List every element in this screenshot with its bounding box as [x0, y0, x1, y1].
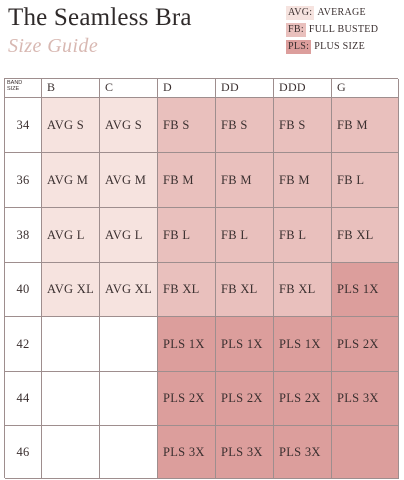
band-size-cell: 38	[5, 208, 42, 263]
size-cell: PLS 3X	[274, 426, 332, 479]
size-cell: PLS 2X	[158, 372, 216, 426]
size-cell	[332, 426, 399, 479]
size-cell: AVG M	[100, 153, 158, 208]
size-cell: FB XL	[332, 208, 399, 263]
size-cell: AVG L	[100, 208, 158, 263]
size-cell: AVG M	[42, 153, 100, 208]
size-table	[4, 78, 398, 478]
size-cell: AVG XL	[42, 263, 100, 317]
size-cell: FB M	[216, 153, 274, 208]
size-cell: PLS 2X	[274, 372, 332, 426]
size-cell: FB S	[274, 98, 332, 153]
size-cell: PLS 1X	[274, 317, 332, 372]
size-cell: FB S	[216, 98, 274, 153]
size-cell	[100, 426, 158, 479]
legend-label-full-busted: FULL BUSTED	[308, 24, 379, 35]
size-cell: AVG S	[100, 98, 158, 153]
size-cell	[42, 317, 100, 372]
size-cell: PLS 1X	[216, 317, 274, 372]
legend-item-full-busted	[286, 21, 402, 38]
size-cell	[100, 317, 158, 372]
band-header-line-1: BAND	[7, 80, 23, 86]
size-cell: FB XL	[274, 263, 332, 317]
size-cell: AVG S	[42, 98, 100, 153]
legend	[286, 4, 402, 55]
size-cell	[100, 372, 158, 426]
cup-header-dd: DD	[216, 79, 274, 98]
size-cell: AVG L	[42, 208, 100, 263]
legend-key-avg: AVG:	[288, 6, 313, 18]
size-cell	[42, 426, 100, 479]
band-size-cell: 34	[5, 98, 42, 153]
size-cell: FB L	[274, 208, 332, 263]
legend-label-plus-size: PLUS SIZE	[314, 41, 365, 52]
legend-key-fb: FB:	[288, 23, 304, 35]
size-cell: FB M	[274, 153, 332, 208]
band-size-cell: 42	[5, 317, 42, 372]
page-subtitle: Size Guide	[8, 35, 99, 57]
size-cell: FB L	[216, 208, 274, 263]
legend-label-average: AVERAGE	[317, 7, 366, 18]
cup-header-d: D	[158, 79, 216, 98]
page-title: The Seamless Bra	[8, 4, 192, 31]
size-cell: PLS 1X	[332, 263, 399, 317]
size-cell: PLS 2X	[332, 317, 399, 372]
cup-header-c: C	[100, 79, 158, 98]
size-cell: PLS 3X	[216, 426, 274, 479]
size-cell: FB L	[332, 153, 399, 208]
size-cell: FB S	[158, 98, 216, 153]
band-size-cell: 46	[5, 426, 42, 479]
size-cell: FB XL	[216, 263, 274, 317]
band-size-cell: 40	[5, 263, 42, 317]
legend-item-plus-size	[286, 38, 402, 55]
legend-item-average	[286, 4, 402, 21]
size-cell: PLS 3X	[332, 372, 399, 426]
cup-header-b: B	[42, 79, 100, 98]
cup-header-g: G	[332, 79, 399, 98]
size-cell	[42, 372, 100, 426]
band-size-cell: 44	[5, 372, 42, 426]
band-header-line-2: SIZE	[7, 86, 20, 92]
size-cell: FB M	[158, 153, 216, 208]
size-cell: PLS 3X	[158, 426, 216, 479]
band-size-header	[5, 79, 42, 98]
band-size-cell: 36	[5, 153, 42, 208]
size-cell: FB L	[158, 208, 216, 263]
size-cell: PLS 1X	[158, 317, 216, 372]
size-cell: PLS 2X	[216, 372, 274, 426]
cup-header-ddd: DDD	[274, 79, 332, 98]
legend-key-pls: PLS:	[288, 40, 310, 52]
size-cell: AVG XL	[100, 263, 158, 317]
size-cell: FB M	[332, 98, 399, 153]
size-cell: FB XL	[158, 263, 216, 317]
